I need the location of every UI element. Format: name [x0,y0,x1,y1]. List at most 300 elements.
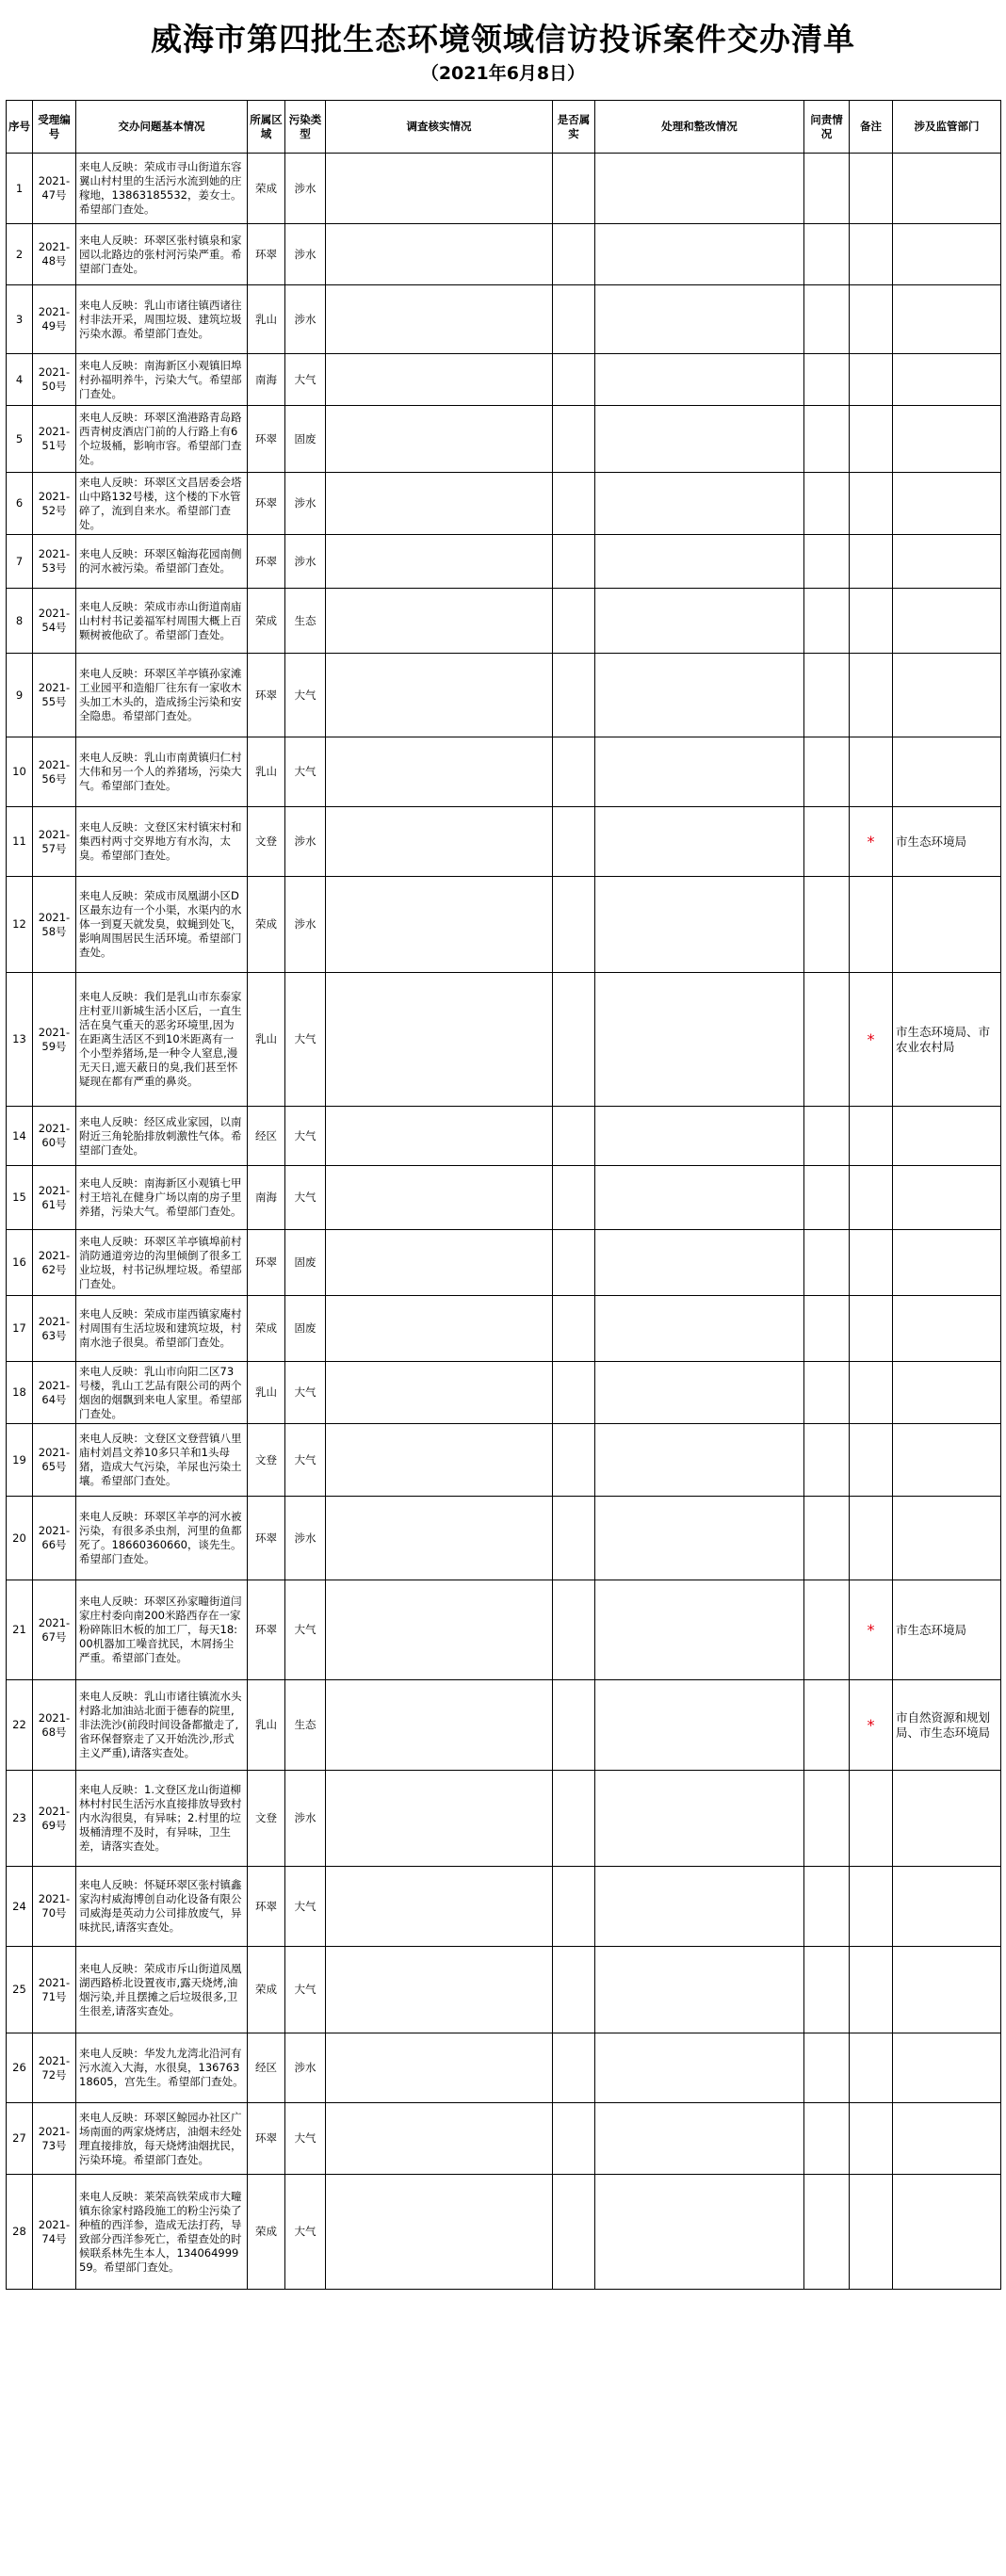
cell-dept [893,154,1001,224]
cell-basic: 来电人反映：环翠区张村镇泉和家园以北路边的张村河污染严重。希望部门查处。 [76,224,248,285]
cell-verified [553,1771,595,1867]
cell-accountability [804,973,850,1107]
cell-verified [553,1580,595,1680]
cell-region: 环翠 [248,1867,285,1947]
cell-case-no: 2021-60号 [33,1107,76,1166]
cell-dept: 市生态环境局 [893,1580,1001,1680]
cell-remark [850,2175,893,2290]
cell-accountability [804,1771,850,1867]
table-row [7,1230,1001,1296]
cell-basic: 来电人反映：乳山市南黄镇归仁村大伟和另一个人的养猪场，污染大气。希望部门查处。 [76,737,248,807]
cell-remark [850,1947,893,2033]
cell-verified [553,807,595,877]
cell-handling [595,473,804,535]
cell-pollution: 大气 [285,973,326,1107]
cell-seq: 8 [7,589,33,654]
cell-region: 荣成 [248,589,285,654]
cell-handling [595,1580,804,1680]
cell-region: 乳山 [248,1680,285,1771]
cell-case-no: 2021-66号 [33,1497,76,1580]
col-header-case-no: 受理编号 [33,101,76,154]
cell-accountability [804,807,850,877]
cell-case-no: 2021-70号 [33,1867,76,1947]
cell-region: 环翠 [248,473,285,535]
cell-basic: 来电人反映：南海新区小观镇旧埠村孙福明养牛，污染大气。希望部门查处。 [76,354,248,406]
cell-accountability [804,737,850,807]
cell-dept [893,1497,1001,1580]
cell-handling [595,354,804,406]
cell-case-no: 2021-69号 [33,1771,76,1867]
table-row [7,1166,1001,1230]
cell-verified [553,1296,595,1362]
cell-region: 文登 [248,1771,285,1867]
table-row [7,2103,1001,2175]
cell-seq: 28 [7,2175,33,2290]
table-row [7,1107,1001,1166]
cell-basic: 来电人反映：环翠区鲸园办社区广场南面的两家烧烤店，油烟未经处理直接排放，每天烧烤油烟扰民，污染环境。希望部门查处。 [76,2103,248,2175]
document-date: （2021年6月8日） [420,63,586,84]
cell-verified [553,589,595,654]
cell-basic: 来电人反映：环翠区羊亭镇埠前村消防通道旁边的沟里倾倒了很多工业垃圾，村书记纵埋垃圾。希望部门查处。 [76,1230,248,1296]
cell-remark [850,1107,893,1166]
cell-investigation [326,1947,553,2033]
cell-region: 环翠 [248,654,285,737]
cell-seq: 7 [7,535,33,589]
cell-case-no: 2021-51号 [33,406,76,473]
cell-pollution: 大气 [285,2103,326,2175]
cell-basic: 来电人反映：环翠区文昌居委会塔山中路132号楼，这个楼的下水管碎了，流到自来水。希望部门查处。 [76,473,248,535]
cell-remark [850,654,893,737]
cell-case-no: 2021-55号 [33,654,76,737]
cell-dept [893,1296,1001,1362]
cell-accountability [804,285,850,354]
cell-investigation [326,877,553,973]
cell-region: 文登 [248,807,285,877]
cell-remark: * [850,1580,893,1680]
cell-verified [553,1947,595,2033]
cell-region: 乳山 [248,737,285,807]
table-row [7,1680,1001,1771]
table-row [7,1296,1001,1362]
cell-basic: 来电人反映：1.文登区龙山街道柳林村村民生活污水直接排放导致村内水沟很臭，有异味；2.村里的垃圾桶清理不及时，有异味，卫生差，请落实查处。 [76,1771,248,1867]
cell-basic: 来电人反映：文登区宋村镇宋村和集西村两寸交界地方有水沟，太臭。希望部门查处。 [76,807,248,877]
col-header-pollution: 污染类型 [285,101,326,154]
cell-handling [595,654,804,737]
cell-remark [850,1230,893,1296]
cell-accountability [804,154,850,224]
cell-handling [595,406,804,473]
cell-seq: 16 [7,1230,33,1296]
cell-seq: 5 [7,406,33,473]
col-header-investigation: 调查核实情况 [326,101,553,154]
cell-investigation [326,589,553,654]
cell-pollution: 涉水 [285,807,326,877]
table-row [7,154,1001,224]
cell-seq: 24 [7,1867,33,1947]
cell-basic: 来电人反映：荣成市凤凰湖小区D区最东边有一个小渠，水渠内的水体一到夏天就发臭，蚊蝇到处飞，影响周围居民生活环境。希望部门查处。 [76,877,248,973]
cell-dept [893,1107,1001,1166]
cell-handling [595,1424,804,1497]
table-body [7,154,1001,2290]
cell-accountability [804,1296,850,1362]
cell-remark: * [850,973,893,1107]
table-row [7,224,1001,285]
cell-seq: 17 [7,1296,33,1362]
cell-dept [893,285,1001,354]
cell-investigation [326,2103,553,2175]
cell-basic: 来电人反映：荣成市斥山街道凤凰湖西路桥北设置夜市,露天烧烤,油烟污染,并且摆摊之后垃圾很多,卫生很差,请落实查处。 [76,1947,248,2033]
cell-investigation [326,406,553,473]
cell-seq: 4 [7,354,33,406]
cell-region: 环翠 [248,1230,285,1296]
cell-dept [893,1362,1001,1424]
cell-basic: 来电人反映：荣成市赤山街道南庙山村村书记姜福军村周围大概上百颗树被他砍了。希望部门查处。 [76,589,248,654]
table-row [7,1771,1001,1867]
cell-handling [595,1362,804,1424]
cell-accountability [804,1680,850,1771]
cell-case-no: 2021-49号 [33,285,76,354]
cell-verified [553,1867,595,1947]
cell-accountability [804,1107,850,1166]
cell-dept [893,224,1001,285]
cell-handling [595,1230,804,1296]
table-row [7,406,1001,473]
cell-dept [893,1166,1001,1230]
cell-handling [595,1497,804,1580]
cell-dept [893,654,1001,737]
cell-region: 乳山 [248,1362,285,1424]
cell-accountability [804,2175,850,2290]
cell-handling [595,2175,804,2290]
table-row [7,2175,1001,2290]
cell-dept [893,1771,1001,1867]
cell-handling [595,1771,804,1867]
cell-verified [553,1107,595,1166]
cell-remark [850,406,893,473]
cell-case-no: 2021-62号 [33,1230,76,1296]
cell-basic: 来电人反映：经区成业家园，以南附近三角轮胎排放刺激性气体。希望部门查处。 [76,1107,248,1166]
cell-investigation [326,1230,553,1296]
cell-pollution: 大气 [285,654,326,737]
cell-investigation [326,1867,553,1947]
cell-region: 环翠 [248,1580,285,1680]
cell-dept: 市生态环境局 [893,807,1001,877]
cell-case-no: 2021-59号 [33,973,76,1107]
cell-dept [893,737,1001,807]
cell-handling [595,224,804,285]
cell-pollution: 固废 [285,406,326,473]
table-row [7,1362,1001,1424]
table-row [7,2033,1001,2103]
cell-region: 荣成 [248,1947,285,2033]
cell-dept [893,2033,1001,2103]
table-row [7,1947,1001,2033]
cell-case-no: 2021-47号 [33,154,76,224]
cell-seq: 14 [7,1107,33,1166]
cell-handling [595,285,804,354]
cell-verified [553,154,595,224]
cell-seq: 1 [7,154,33,224]
col-header-seq: 序号 [7,101,33,154]
cell-region: 环翠 [248,1497,285,1580]
cell-region: 文登 [248,1424,285,1497]
cell-verified [553,973,595,1107]
cell-region: 环翠 [248,2103,285,2175]
cell-investigation [326,1680,553,1771]
cell-dept [893,1947,1001,2033]
cell-basic: 来电人反映：乳山市向阳二区73号楼，乳山工艺品有限公司的两个烟囱的烟飘到来电人家里。希望部门查处。 [76,1362,248,1424]
table-row [7,285,1001,354]
cell-verified [553,654,595,737]
cell-remark [850,1867,893,1947]
cell-case-no: 2021-68号 [33,1680,76,1771]
cell-case-no: 2021-71号 [33,1947,76,2033]
cell-handling [595,1947,804,2033]
cell-remark [850,1362,893,1424]
cell-pollution: 大气 [285,1424,326,1497]
cell-basic: 来电人反映：我们是乳山市东泰家庄村亚川新城生活小区后，一直生活在臭气重天的恶劣环境里,因为在距离生活区不到10米距离有一个小型养猪场,是一种令人窒息,漫无天日,遮天蔽日的臭,我们甚至怀疑现在都有严重的鼻炎。 [76,973,248,1107]
cell-handling [595,154,804,224]
cell-verified [553,1166,595,1230]
cell-pollution: 生态 [285,589,326,654]
cell-pollution: 涉水 [285,535,326,589]
cell-investigation [326,1107,553,1166]
case-table [6,100,1001,2290]
cell-verified [553,473,595,535]
cell-verified [553,877,595,973]
cell-handling [595,1107,804,1166]
cell-remark [850,473,893,535]
cell-investigation [326,1166,553,1230]
cell-verified [553,285,595,354]
cell-seq: 11 [7,807,33,877]
cell-accountability [804,354,850,406]
cell-verified [553,1497,595,1580]
cell-remark [850,1296,893,1362]
cell-investigation [326,2175,553,2290]
cell-seq: 12 [7,877,33,973]
cell-pollution: 涉水 [285,473,326,535]
cell-dept [893,589,1001,654]
cell-accountability [804,1424,850,1497]
cell-seq: 22 [7,1680,33,1771]
cell-remark [850,224,893,285]
cell-region: 南海 [248,354,285,406]
table-row [7,589,1001,654]
table-row [7,1497,1001,1580]
cell-region: 环翠 [248,224,285,285]
cell-handling [595,2103,804,2175]
cell-seq: 9 [7,654,33,737]
cell-pollution: 大气 [285,1166,326,1230]
cell-investigation [326,1580,553,1680]
table-row [7,1424,1001,1497]
cell-remark [850,285,893,354]
cell-case-no: 2021-72号 [33,2033,76,2103]
cell-accountability [804,2033,850,2103]
cell-remark [850,877,893,973]
cell-verified [553,1362,595,1424]
cell-verified [553,535,595,589]
cell-verified [553,406,595,473]
cell-accountability [804,1867,850,1947]
col-header-dept: 涉及监管部门 [893,101,1001,154]
cell-investigation [326,354,553,406]
cell-region: 荣成 [248,154,285,224]
cell-remark [850,1771,893,1867]
cell-verified [553,1424,595,1497]
document-title: 威海市第四批生态环境领域信访投诉案件交办清单 [151,21,855,57]
cell-pollution: 大气 [285,1107,326,1166]
cell-region: 经区 [248,1107,285,1166]
cell-remark [850,535,893,589]
cell-case-no: 2021-54号 [33,589,76,654]
cell-pollution: 涉水 [285,285,326,354]
cell-seq: 25 [7,1947,33,2033]
cell-region: 荣成 [248,2175,285,2290]
cell-seq: 18 [7,1362,33,1424]
cell-handling [595,1867,804,1947]
cell-handling [595,877,804,973]
cell-dept: 市自然资源和规划局、市生态环境局 [893,1680,1001,1771]
cell-seq: 6 [7,473,33,535]
cell-basic: 来电人反映：环翠区渔港路青岛路西青树皮酒店门前的人行路上有6个垃圾桶，影响市容。希望部门查处。 [76,406,248,473]
cell-basic: 来电人反映：荣成市寻山街道东容翼山村村里的生活污水流到她的庄稼地，13863185532，姜女士。希望部门查处。 [76,154,248,224]
cell-pollution: 固废 [285,1296,326,1362]
cell-accountability [804,1497,850,1580]
cell-handling [595,1166,804,1230]
cell-remark [850,1497,893,1580]
cell-accountability [804,535,850,589]
cell-case-no: 2021-73号 [33,2103,76,2175]
cell-investigation [326,654,553,737]
cell-pollution: 涉水 [285,1497,326,1580]
cell-verified [553,737,595,807]
cell-dept [893,354,1001,406]
cell-verified [553,2033,595,2103]
cell-investigation [326,1296,553,1362]
cell-basic: 来电人反映：环翠区羊亭镇孙家滩工业园平和造船厂往东有一家收木头加工木头的，造成扬尘污染和安全隐患。希望部门查处。 [76,654,248,737]
cell-region: 乳山 [248,285,285,354]
cell-pollution: 涉水 [285,877,326,973]
cell-pollution: 大气 [285,1867,326,1947]
cell-region: 南海 [248,1166,285,1230]
cell-accountability [804,1947,850,2033]
cell-case-no: 2021-64号 [33,1362,76,1424]
cell-verified [553,2103,595,2175]
cell-investigation [326,535,553,589]
cell-investigation [326,737,553,807]
cell-verified [553,224,595,285]
cell-basic: 来电人反映：乳山市诸往镇流水头村路北加油站北面于德春的院里,非法洗沙(前段时间设备都撤走了,省环保督察走了又开始洗沙,形式主义严重),请落实查处。 [76,1680,248,1771]
cell-accountability [804,1362,850,1424]
cell-verified [553,1680,595,1771]
cell-case-no: 2021-57号 [33,807,76,877]
cell-basic: 来电人反映：环翠区羊亭的河水被污染，有很多杀虫剂，河里的鱼都死了。18660360660，谈先生。希望部门查处。 [76,1497,248,1580]
cell-region: 经区 [248,2033,285,2103]
cell-dept [893,1867,1001,1947]
cell-investigation [326,1362,553,1424]
cell-accountability [804,654,850,737]
cell-pollution: 涉水 [285,224,326,285]
cell-pollution: 大气 [285,2175,326,2290]
cell-basic: 来电人反映：文登区文登营镇八里庙村刘昌文养10多只羊和1头母猪，造成大气污染，羊尿也污染土壤。希望部门查处。 [76,1424,248,1497]
cell-seq: 19 [7,1424,33,1497]
cell-accountability [804,877,850,973]
cell-region: 环翠 [248,535,285,589]
cell-handling [595,973,804,1107]
col-header-region: 所属区域 [248,101,285,154]
cell-dept [893,1424,1001,1497]
cell-remark [850,2103,893,2175]
table-row [7,807,1001,877]
cell-seq: 21 [7,1580,33,1680]
cell-investigation [326,807,553,877]
cell-case-no: 2021-67号 [33,1580,76,1680]
table-row [7,1867,1001,1947]
cell-seq: 27 [7,2103,33,2175]
cell-investigation [326,473,553,535]
cell-pollution: 涉水 [285,1771,326,1867]
col-header-handling: 处理和整改情况 [595,101,804,154]
cell-dept [893,2175,1001,2290]
cell-case-no: 2021-50号 [33,354,76,406]
cell-handling [595,1296,804,1362]
cell-seq: 13 [7,973,33,1107]
cell-investigation [326,154,553,224]
table-row [7,535,1001,589]
cell-investigation [326,224,553,285]
cell-investigation [326,1771,553,1867]
table-row [7,737,1001,807]
cell-remark: * [850,807,893,877]
cell-handling [595,2033,804,2103]
cell-case-no: 2021-56号 [33,737,76,807]
cell-pollution: 大气 [285,354,326,406]
cell-case-no: 2021-48号 [33,224,76,285]
cell-seq: 20 [7,1497,33,1580]
cell-basic: 来电人反映：环翠区孙家疃街道闫家庄村委向南200米路西存在一家粉碎陈旧木板的加工厂，每天18:00机器加工噪音扰民，木屑扬尘严重。希望部门查处。 [76,1580,248,1680]
cell-pollution: 固废 [285,1230,326,1296]
cell-dept: 市生态环境局、市农业农村局 [893,973,1001,1107]
col-header-remark: 备注 [850,101,893,154]
cell-seq: 23 [7,1771,33,1867]
cell-region: 荣成 [248,877,285,973]
cell-dept [893,406,1001,473]
cell-pollution: 大气 [285,1580,326,1680]
cell-dept [893,2103,1001,2175]
cell-verified [553,1230,595,1296]
cell-basic: 来电人反映：乳山市诸往镇西诸往村非法开采，周围垃圾、建筑垃圾污染水源。希望部门查处。 [76,285,248,354]
cell-accountability [804,1166,850,1230]
cell-case-no: 2021-74号 [33,2175,76,2290]
cell-accountability [804,2103,850,2175]
cell-pollution: 生态 [285,1680,326,1771]
cell-case-no: 2021-53号 [33,535,76,589]
cell-pollution: 大气 [285,737,326,807]
cell-verified [553,2175,595,2290]
table-header-row [7,101,1001,154]
cell-seq: 10 [7,737,33,807]
cell-investigation [326,1424,553,1497]
col-header-basic: 交办问题基本情况 [76,101,248,154]
cell-handling [595,737,804,807]
cell-pollution: 大气 [285,1947,326,2033]
cell-remark: * [850,1680,893,1771]
cell-region: 环翠 [248,406,285,473]
cell-investigation [326,1497,553,1580]
cell-seq: 2 [7,224,33,285]
